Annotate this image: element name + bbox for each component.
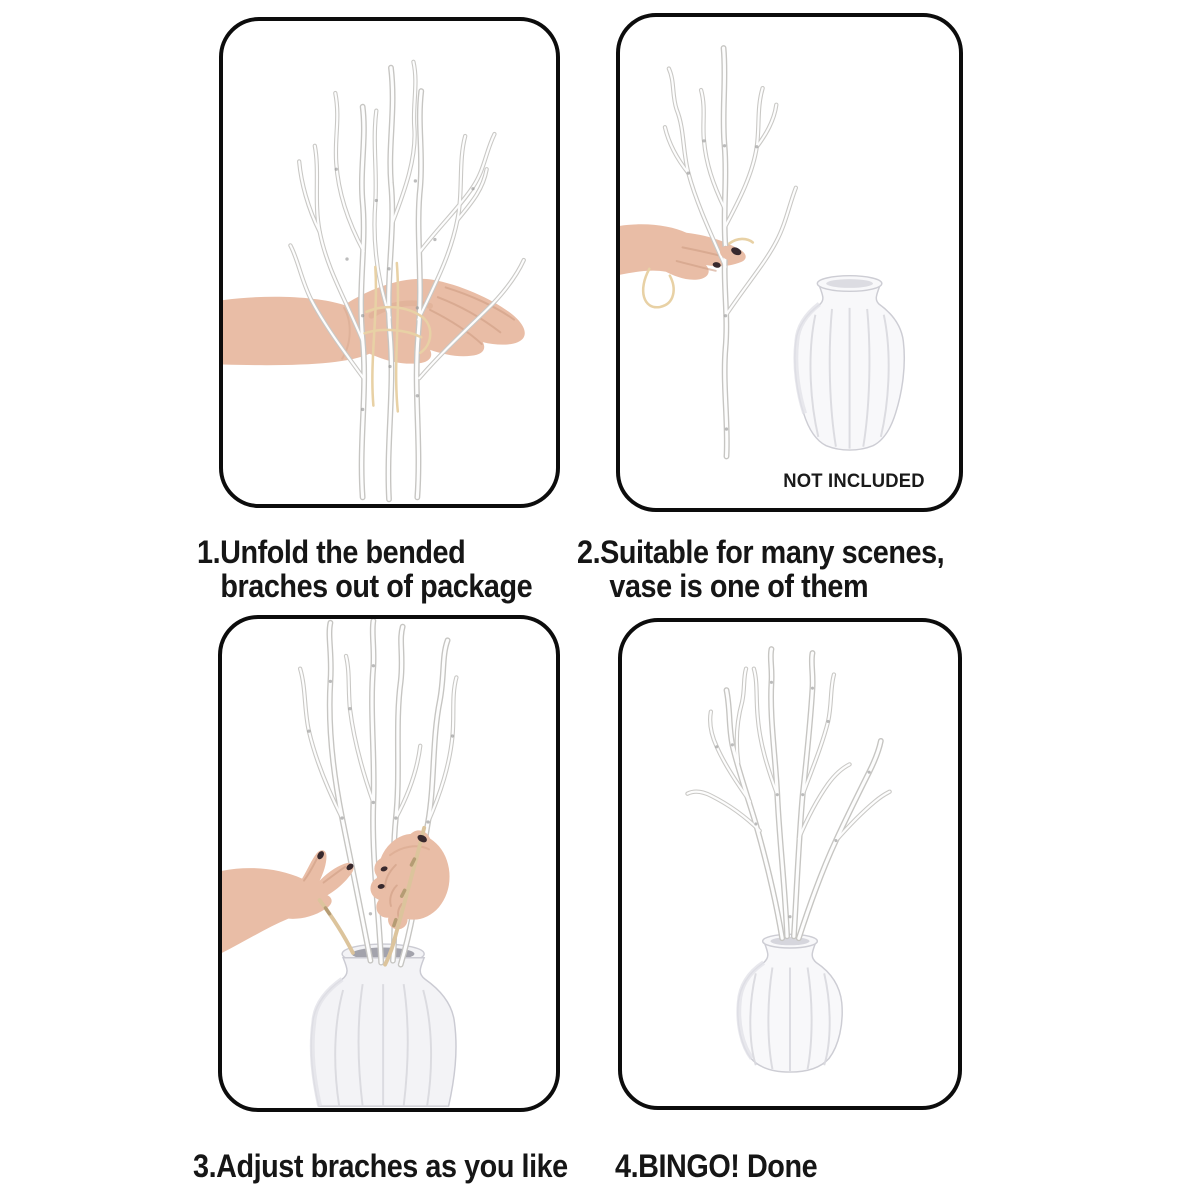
not-included-label: NOT INCLUDED: [783, 471, 925, 492]
step4-caption: [615, 1150, 817, 1184]
step2-illustration: [620, 17, 959, 508]
vase-illustration: [738, 934, 842, 1072]
step2-panel: [616, 13, 963, 512]
step3-caption-line1: 3.Adjust braches as you like: [193, 1148, 568, 1184]
step3-illustration: [222, 619, 556, 1108]
vase-illustration: [795, 276, 904, 450]
step2-caption-line1: 2.Suitable for many scenes,: [577, 534, 945, 570]
step1-caption: [197, 536, 532, 603]
left-hand-illustration: [222, 850, 355, 953]
vase-illustration: [311, 944, 456, 1106]
step2-caption: [577, 536, 944, 603]
step1-panel: [219, 17, 560, 508]
branches-illustration: [687, 649, 889, 938]
step1-caption-line2: braches out of package: [220, 567, 533, 604]
step3-panel: [218, 615, 560, 1112]
step2-caption-line2: vase is one of them: [609, 567, 869, 604]
step1-caption-line1: 1.Unfold the bended: [197, 534, 466, 570]
step1-illustration: [223, 21, 556, 504]
step4-illustration: [622, 622, 958, 1106]
step3-caption: [193, 1150, 568, 1184]
step4-panel: [618, 618, 962, 1110]
step4-caption-line1: 4.BINGO! Done: [615, 1148, 818, 1184]
